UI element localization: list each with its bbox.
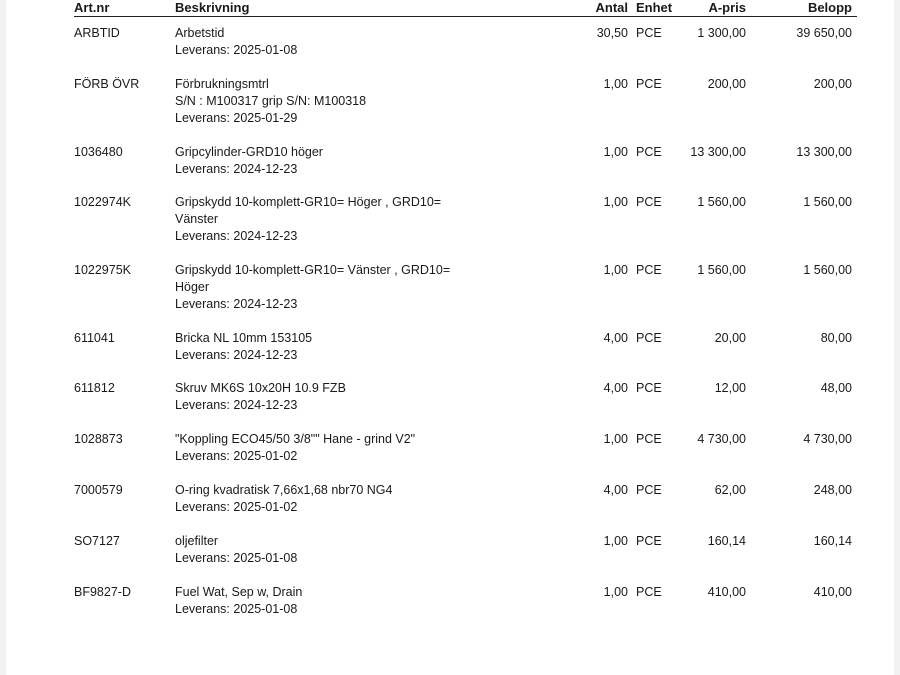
table-header xyxy=(6,0,894,17)
cell-art-nr: ARBTID xyxy=(74,26,120,40)
cell-beskrivning xyxy=(175,380,346,414)
cell-a-pris: 160,14 xyxy=(707,534,746,548)
header-enhet: Enhet xyxy=(636,0,673,15)
cell-art-nr: 1022975K xyxy=(74,263,132,277)
cell-art-nr: 1028873 xyxy=(74,432,123,446)
description-line: Leverans: 2025-01-29 xyxy=(175,111,298,125)
cell-belopp: 200,00 xyxy=(813,77,852,91)
description-line: Skruv MK6S 10x20H 10.9 FZB xyxy=(175,381,346,395)
cell-belopp: 4 730,00 xyxy=(803,432,852,446)
cell-belopp: 248,00 xyxy=(813,483,852,497)
cell-art-nr: BF9827-D xyxy=(74,585,131,599)
header-beskrivning: Beskrivning xyxy=(175,0,250,15)
description-line: Leverans: 2025-01-02 xyxy=(175,449,298,463)
cell-belopp: 39 650,00 xyxy=(796,26,852,40)
cell-a-pris: 12,00 xyxy=(714,381,746,395)
cell-enhet: PCE xyxy=(636,585,662,599)
description-line: Leverans: 2024-12-23 xyxy=(175,297,298,311)
cell-art-nr: 7000579 xyxy=(74,483,123,497)
description-line: S/N : M100317 grip S/N: M100318 xyxy=(175,94,367,108)
description-line: Leverans: 2024-12-23 xyxy=(175,229,298,243)
description-line: Leverans: 2025-01-08 xyxy=(175,551,298,565)
cell-enhet: PCE xyxy=(636,263,662,277)
cell-a-pris: 4 730,00 xyxy=(697,432,746,446)
header-rule xyxy=(74,16,857,17)
description-line: Vänster xyxy=(175,212,219,226)
description-line: Förbrukningsmtrl xyxy=(175,77,269,91)
cell-antal: 1,00 xyxy=(603,263,628,277)
cell-belopp: 1 560,00 xyxy=(803,195,852,209)
cell-antal: 1,00 xyxy=(603,534,628,548)
description-line: Arbetstid xyxy=(175,26,225,40)
cell-enhet: PCE xyxy=(636,145,662,159)
cell-beskrivning xyxy=(175,194,441,245)
description-line: Leverans: 2025-01-08 xyxy=(175,602,298,616)
description-line: "Koppling ECO45/50 3/8"" Hane - grind V2" xyxy=(175,432,416,446)
cell-beskrivning xyxy=(175,533,297,567)
cell-enhet: PCE xyxy=(636,26,662,40)
cell-enhet: PCE xyxy=(636,432,662,446)
cell-beskrivning xyxy=(175,584,302,618)
cell-belopp: 1 560,00 xyxy=(803,263,852,277)
cell-a-pris: 410,00 xyxy=(707,585,746,599)
cell-a-pris: 20,00 xyxy=(714,331,746,345)
cell-a-pris: 200,00 xyxy=(707,77,746,91)
cell-antal: 1,00 xyxy=(603,77,628,91)
cell-antal: 1,00 xyxy=(603,195,628,209)
cell-art-nr: SO7127 xyxy=(74,534,120,548)
description-line: O-ring kvadratisk 7,66x1,68 nbr70 NG4 xyxy=(175,483,393,497)
cell-enhet: PCE xyxy=(636,331,662,345)
header-art-nr: Art.nr xyxy=(74,0,110,15)
description-line: Leverans: 2025-01-08 xyxy=(175,43,298,57)
cell-beskrivning xyxy=(175,330,312,364)
cell-enhet: PCE xyxy=(636,483,662,497)
cell-beskrivning xyxy=(175,482,392,516)
cell-a-pris: 13 300,00 xyxy=(690,145,746,159)
cell-antal: 1,00 xyxy=(603,432,628,446)
description-line: oljefilter xyxy=(175,534,219,548)
cell-enhet: PCE xyxy=(636,381,662,395)
description-line: Leverans: 2024-12-23 xyxy=(175,348,298,362)
description-line: Leverans: 2024-12-23 xyxy=(175,398,298,412)
cell-a-pris: 62,00 xyxy=(714,483,746,497)
description-line: Leverans: 2024-12-23 xyxy=(175,162,298,176)
cell-art-nr: 611041 xyxy=(74,331,115,345)
cell-beskrivning xyxy=(175,431,415,465)
cell-beskrivning xyxy=(175,25,297,59)
cell-antal: 4,00 xyxy=(603,483,628,497)
cell-enhet: PCE xyxy=(636,77,662,91)
cell-antal: 4,00 xyxy=(603,381,628,395)
invoice-sheet xyxy=(6,0,894,675)
cell-enhet: PCE xyxy=(636,195,662,209)
cell-belopp: 160,14 xyxy=(813,534,852,548)
description-line: Bricka NL 10mm 153105 xyxy=(175,331,313,345)
header-belopp: Belopp xyxy=(807,0,852,15)
cell-belopp: 48,00 xyxy=(820,381,852,395)
cell-a-pris: 1 560,00 xyxy=(697,195,746,209)
header-a-pris: A-pris xyxy=(708,0,746,15)
cell-belopp: 13 300,00 xyxy=(796,145,852,159)
cell-belopp: 80,00 xyxy=(820,331,852,345)
header-antal: Antal xyxy=(595,0,628,15)
cell-antal: 1,00 xyxy=(603,145,628,159)
cell-enhet: PCE xyxy=(636,534,662,548)
cell-antal: 4,00 xyxy=(603,331,628,345)
cell-art-nr: 1022974K xyxy=(74,195,132,209)
cell-antal: 30,50 xyxy=(596,26,628,40)
cell-art-nr: 1036480 xyxy=(74,145,123,159)
description-line: Gripskydd 10-komplett-GR10= Höger , GRD10= xyxy=(175,195,442,209)
description-line: Leverans: 2025-01-02 xyxy=(175,500,298,514)
description-line: Gripskydd 10-komplett-GR10= Vänster , GRD10= xyxy=(175,263,451,277)
cell-beskrivning xyxy=(175,262,450,313)
description-line: Gripcylinder-GRD10 höger xyxy=(175,145,323,159)
cell-antal: 1,00 xyxy=(603,585,628,599)
cell-beskrivning xyxy=(175,76,366,127)
description-line: Höger xyxy=(175,280,210,294)
cell-a-pris: 1 560,00 xyxy=(697,263,746,277)
cell-beskrivning xyxy=(175,144,323,178)
cell-art-nr: 611812 xyxy=(74,381,115,395)
cell-belopp: 410,00 xyxy=(813,585,852,599)
cell-a-pris: 1 300,00 xyxy=(697,26,746,40)
cell-art-nr: FÖRB ÖVR xyxy=(74,77,140,91)
description-line: Fuel Wat, Sep w, Drain xyxy=(175,585,303,599)
